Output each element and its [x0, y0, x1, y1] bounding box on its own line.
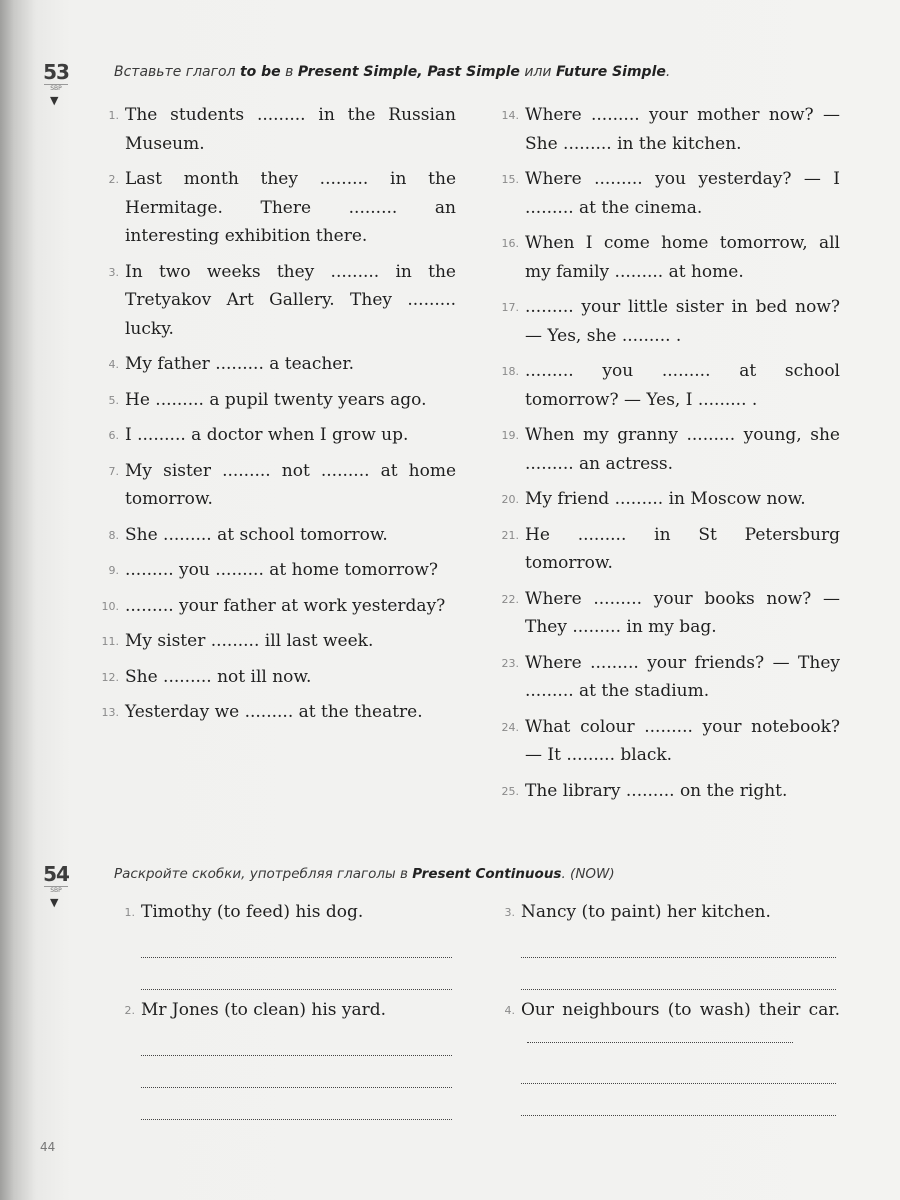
- list-item: 11. My sister ......... ill last week.: [101, 631, 374, 651]
- list-item: 8. She ......... at school tomorrow.: [108, 524, 388, 545]
- exercise-54-left-column: [108, 898, 456, 1120]
- list-item: 13. Yesterday we ......... at the theatre.: [101, 702, 423, 722]
- list-item: 2. Mr Jones (to clean) his yard.: [124, 1000, 387, 1020]
- exercise-subnumber: SBP: [44, 84, 68, 93]
- triangle-down-icon: ▼: [50, 94, 59, 107]
- triangle-down-icon: ▼: [50, 896, 59, 909]
- answer-line[interactable]: [141, 1088, 452, 1120]
- exercise-number: 54: [43, 862, 69, 886]
- exercise-number: 53: [43, 60, 69, 84]
- list-item: 9. ......... you ......... at home tomorrow?: [108, 560, 438, 580]
- list-item: 4. Our neighbours (to wash) their car.: [488, 996, 840, 1052]
- answer-line[interactable]: [521, 1052, 836, 1084]
- list-item: 22. Where ......... your books now? — They ......... in my bag.: [501, 588, 840, 637]
- list-item: 1. Timothy (to feed) his dog.: [124, 902, 364, 922]
- list-item: 19. When my granny ......... young, she ......... an actress.: [501, 425, 840, 474]
- exercise-instruction: Раскройте скобки, употребляя глаголы в Present Continuous. (NOW): [114, 866, 615, 882]
- exercise-instruction: Вставьте глагол to be в Present Simple, Past Simple или Future Simple.: [114, 64, 671, 80]
- list-item: 15. Where ......... you yesterday? — I ......... at the cinema.: [501, 169, 840, 218]
- list-item: 3. In two weeks they ......... in the Tretyakov Art Gallery. They ......... lucky.: [108, 261, 456, 339]
- list-item: 16. When I come home tomorrow, all my family ......... at home.: [501, 233, 840, 282]
- answer-line[interactable]: [141, 958, 452, 990]
- list-item: 20. My friend ......... in Moscow now.: [501, 489, 806, 509]
- answer-line[interactable]: [521, 958, 836, 990]
- page-number: 44: [40, 1140, 56, 1154]
- list-item: 6. I ......... a doctor when I grow up.: [108, 425, 409, 445]
- list-item: 7. My sister ......... not ......... at home tomorrow.: [108, 460, 456, 509]
- answer-line[interactable]: [141, 1024, 452, 1056]
- list-item: 14. Where ......... your mother now? — She ......... in the kitchen.: [501, 105, 840, 154]
- list-item: 1. The students ......... in the Russian Museum.: [108, 105, 456, 154]
- answer-lines: [141, 926, 456, 990]
- list-item: 24. What colour ......... your notebook? — It ......... black.: [501, 716, 840, 765]
- list-item: 5. He ......... a pupil twenty years ago.: [108, 389, 427, 410]
- exercise-subnumber: SBP: [44, 886, 68, 895]
- exercise-53-header: [38, 60, 858, 107]
- answer-line[interactable]: [141, 926, 452, 958]
- exercise-54-header: [38, 862, 858, 909]
- answer-lines: [521, 926, 840, 990]
- list-item: 3. Nancy (to paint) her kitchen.: [504, 902, 771, 922]
- exercise-54-right-column: [488, 898, 840, 1116]
- answer-line[interactable]: [527, 1024, 793, 1043]
- list-item: 4. My father ......... a teacher.: [108, 354, 355, 374]
- answer-line[interactable]: [521, 926, 836, 958]
- list-item: 17. ......... your little sister in bed now? — Yes, she ......... .: [501, 297, 840, 346]
- exercise-53-right-column: [492, 101, 840, 812]
- answer-line[interactable]: [141, 1056, 452, 1088]
- list-item: 25. The library ......... on the right.: [501, 780, 788, 801]
- list-item: 21. He ......... in St Petersburg tomorrow.: [501, 524, 840, 573]
- list-item: 18. ......... you ......... at school tomorrow? — Yes, I ......... .: [501, 361, 840, 410]
- exercise-53-left-column: [92, 101, 456, 734]
- list-item: 23. Where ......... your friends? — They ......... at the stadium.: [501, 652, 840, 701]
- answer-lines: [521, 1052, 840, 1116]
- list-item: 12. She ......... not ill now.: [101, 666, 312, 687]
- list-item: 10. ......... your father at work yesterday?: [101, 595, 446, 616]
- answer-line[interactable]: [521, 1084, 836, 1116]
- list-item: 2. Last month they ......... in the Hermitage. There ......... an interesting exhibition there.: [108, 169, 456, 246]
- answer-lines: [141, 1024, 456, 1120]
